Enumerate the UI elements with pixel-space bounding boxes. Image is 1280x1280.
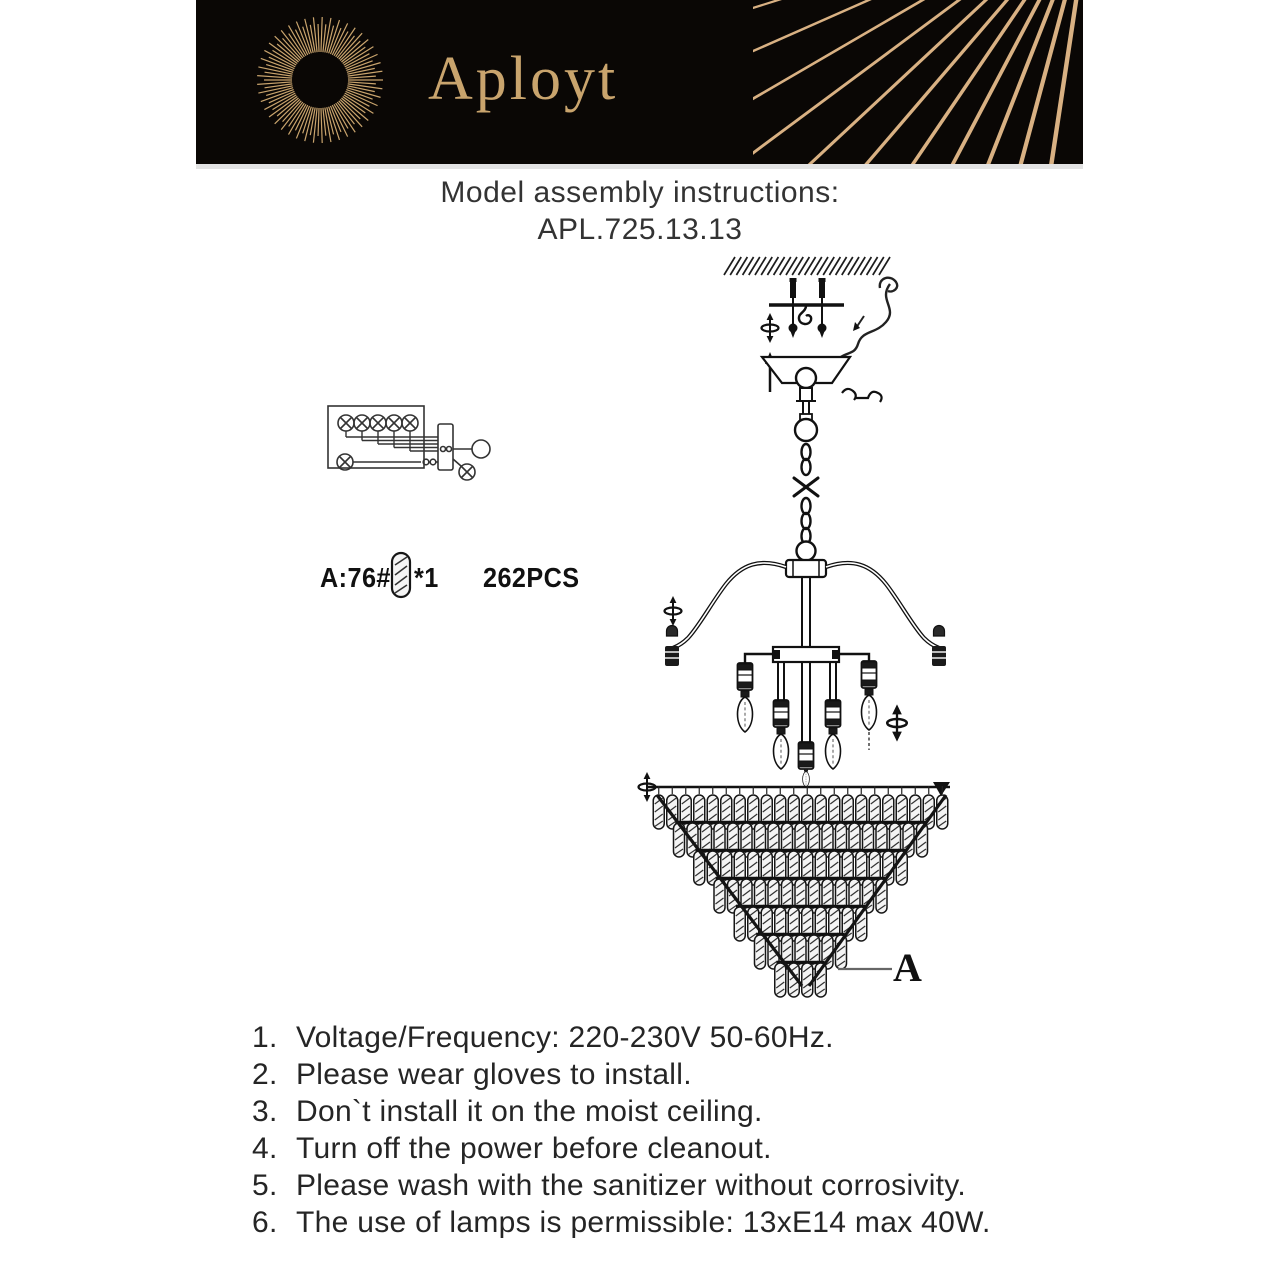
callout-label: A xyxy=(893,945,922,990)
plug-circle xyxy=(472,440,490,458)
item-text: Don`t install it on the moist ceiling. xyxy=(296,1095,763,1128)
total-pieces-label: 262PCS xyxy=(483,562,580,593)
screw-icon xyxy=(665,596,682,626)
list-item xyxy=(252,1059,1082,1090)
item-text: Please wash with the sanitizer without corrosivity. xyxy=(296,1169,967,1202)
canopy xyxy=(762,352,882,402)
item-number: 6. xyxy=(252,1206,278,1239)
brand-banner xyxy=(196,0,1083,169)
power-wire xyxy=(841,278,897,357)
wiring-diagram xyxy=(318,396,503,492)
screw-icon xyxy=(762,313,779,343)
crystal-prism-icon xyxy=(388,551,414,599)
list-item xyxy=(252,1170,1082,1201)
clip-icon xyxy=(842,389,882,402)
sunburst-logo-icon xyxy=(248,4,398,160)
logo-center-disc xyxy=(294,54,346,106)
part-quantity-label: *1 xyxy=(414,562,439,593)
brand-name: Aployt xyxy=(428,45,619,113)
mounting-hardware xyxy=(762,278,845,343)
item-number: 5. xyxy=(252,1169,278,1202)
list-item xyxy=(252,1207,1082,1238)
screw-icon xyxy=(887,706,907,741)
candle-cluster xyxy=(738,647,907,787)
ceiling-hatch xyxy=(724,257,890,275)
hanging-chain xyxy=(794,401,818,561)
item-text: Turn off the power before cleanout. xyxy=(296,1132,772,1165)
item-number: 2. xyxy=(252,1058,278,1091)
ray-fan xyxy=(753,0,1083,164)
page-title: Model assembly instructions: xyxy=(440,176,840,209)
instruction-list xyxy=(252,1022,1082,1244)
list-item xyxy=(252,1096,1082,1127)
item-text: Voltage/Frequency: 220-230V 50-60Hz. xyxy=(296,1021,834,1054)
flag-marker xyxy=(933,782,950,796)
item-number: 4. xyxy=(252,1132,278,1165)
list-item xyxy=(252,1022,1082,1053)
item-text: The use of lamps is permissible: 13xE14 max 40W. xyxy=(296,1206,991,1239)
part-code-label: A:76# xyxy=(320,562,391,593)
ceiling-hook xyxy=(799,306,811,324)
item-number: 1. xyxy=(252,1021,278,1054)
model-number: APL.725.13.13 xyxy=(537,213,743,246)
item-number: 3. xyxy=(252,1095,278,1128)
chandelier-assembly-drawing xyxy=(615,250,965,1008)
corner-rays-icon xyxy=(753,0,1083,164)
item-text: Please wear gloves to install. xyxy=(296,1058,692,1091)
list-item xyxy=(252,1133,1082,1164)
